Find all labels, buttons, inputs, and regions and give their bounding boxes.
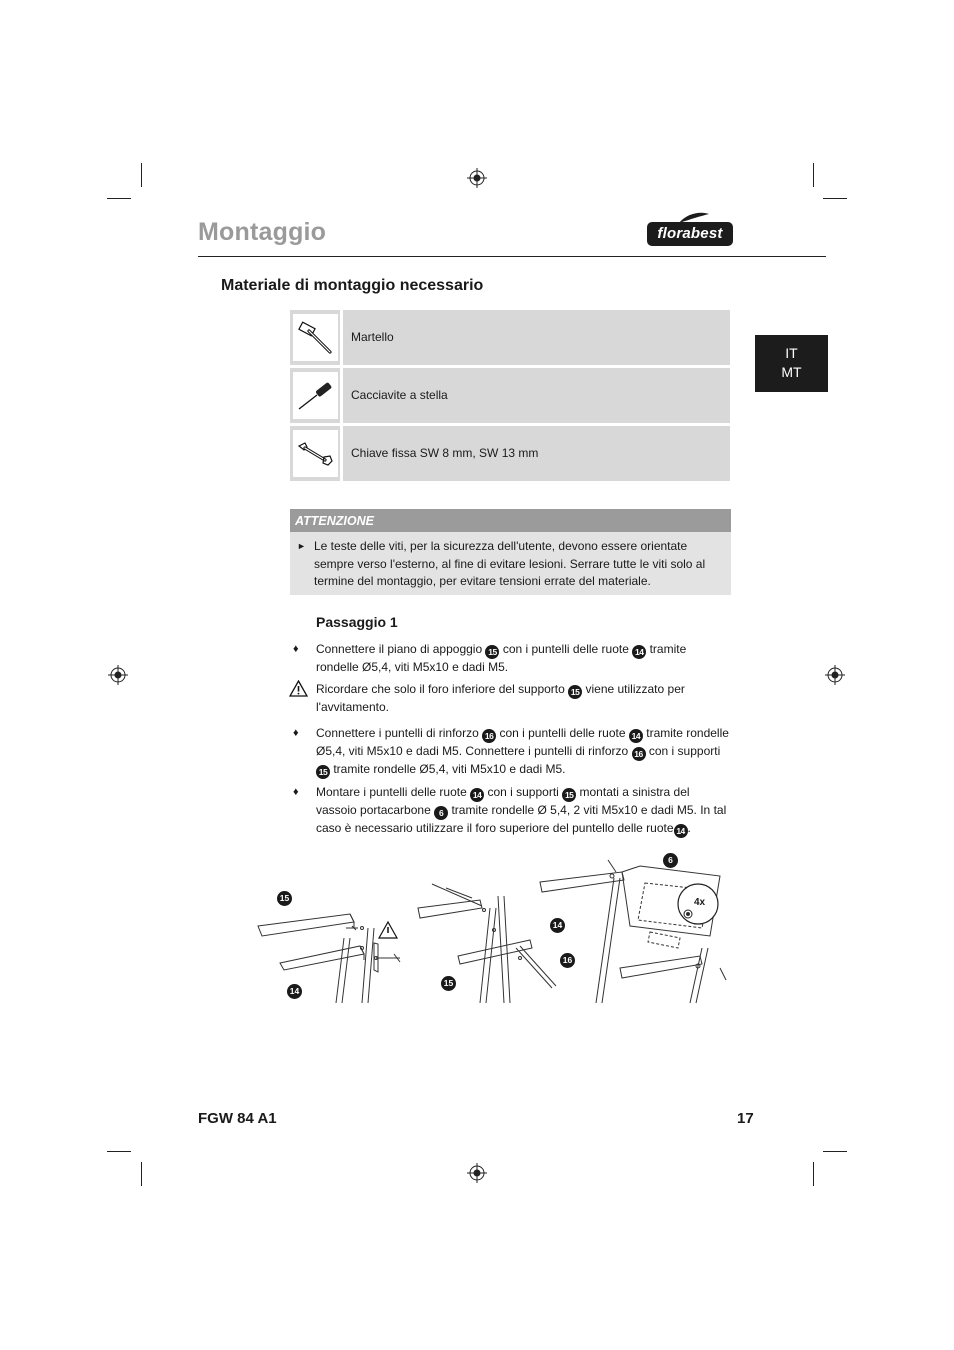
diamond-bullet-icon: ♦ bbox=[293, 727, 299, 739]
instruction-note: Ricordare che solo il foro inferiore del supporto 15 viene utilizzato per l'avvitamento. bbox=[316, 681, 730, 717]
tool-row bbox=[290, 368, 730, 423]
diamond-bullet-icon: ♦ bbox=[293, 643, 299, 655]
part-number-badge: 15 bbox=[562, 788, 576, 802]
diamond-bullet-icon: ♦ bbox=[293, 786, 299, 798]
wrench-icon bbox=[295, 436, 335, 472]
page-title: Montaggio bbox=[198, 218, 327, 246]
brand-logo bbox=[647, 214, 733, 248]
language-tab bbox=[755, 335, 828, 392]
warning-text: Le teste delle viti, per la sicurezza dell'utente, devono essere orientate sempre verso l'esterno, al fine di evitare lesioni. Serrare tutte le viti solo al termine del montaggio, per evitare tensioni errate del materiale. bbox=[314, 539, 706, 588]
screwdriver-icon bbox=[295, 378, 335, 414]
language-code: MT bbox=[781, 364, 802, 380]
tool-label: Cacciavite a stella bbox=[351, 388, 448, 402]
part-number-badge: 15 bbox=[568, 685, 582, 699]
step-heading: Passaggio 1 bbox=[316, 614, 398, 630]
crop-mark bbox=[107, 198, 131, 199]
part-number-badge: 14 bbox=[470, 788, 484, 802]
language-code: IT bbox=[785, 345, 798, 361]
part-number-badge: 6 bbox=[434, 806, 448, 820]
crop-mark bbox=[823, 1151, 847, 1152]
part-number-badge: 14 bbox=[629, 729, 643, 743]
arrow-bullet-icon: ► bbox=[297, 541, 306, 551]
figure-callout: 15 bbox=[441, 976, 456, 991]
part-number-badge: 16 bbox=[482, 729, 496, 743]
instruction-3: ♦ Montare i puntelli delle ruote 14 con i supporti 15 montati a sinistra del vassoio portacarbone 6 tramite rondelle Ø 5,4, 2 viti M5x10 e dadi M5. In tal caso è necessario utilizzare il foro superiore del puntello delle ruote 14 . bbox=[293, 785, 727, 836]
registration-mark-icon bbox=[467, 1163, 487, 1183]
tool-label: Martello bbox=[351, 330, 394, 344]
page-number: 17 bbox=[737, 1110, 754, 1127]
instruction-1: ♦ Connettere il piano di appoggio 15 con i puntelli delle ruote 14 tramite rondelle Ø5,4, viti M5x10 e dadi M5. bbox=[293, 642, 687, 674]
part-number-badge: 14 bbox=[674, 824, 688, 838]
figure-callout: 16 bbox=[560, 953, 575, 968]
tools-table bbox=[290, 310, 730, 484]
instruction-2: ♦ Connettere i puntelli di rinforzo 16 con i puntelli delle ruote 14 tramite rondelle Ø5,4, viti M5x10 e dadi M5. Connettere i puntelli di rinforzo 16 con i supporti 15 tramite rondelle Ø5,4, viti M5x10 e dadi M5. bbox=[293, 726, 729, 777]
crop-mark bbox=[813, 1162, 814, 1186]
part-number-badge: 15 bbox=[316, 765, 330, 779]
registration-mark-icon bbox=[825, 665, 845, 685]
model-number: FGW 84 A1 bbox=[198, 1110, 277, 1127]
figure-callout: 6 bbox=[663, 853, 678, 868]
hammer-icon bbox=[295, 320, 335, 356]
header-rule bbox=[198, 256, 826, 257]
figure-callout: 15 bbox=[277, 891, 292, 906]
registration-mark-icon bbox=[467, 168, 487, 188]
part-number-badge: 16 bbox=[632, 747, 646, 761]
tool-label: Chiave fissa SW 8 mm, SW 13 mm bbox=[351, 446, 539, 460]
warning-box bbox=[290, 509, 731, 595]
warning-triangle-icon bbox=[289, 680, 308, 697]
crop-mark bbox=[813, 163, 814, 187]
warning-heading: ATTENZIONE bbox=[290, 509, 731, 532]
tool-row bbox=[290, 310, 730, 365]
crop-mark bbox=[141, 1162, 142, 1186]
section-heading: Materiale di montaggio necessario bbox=[221, 277, 484, 294]
tool-row bbox=[290, 426, 730, 481]
assembly-illustration bbox=[250, 848, 732, 1006]
assembly-drawing bbox=[250, 848, 732, 1006]
part-number-badge: 14 bbox=[632, 645, 646, 659]
registration-mark-icon bbox=[108, 665, 128, 685]
figure-callout: 14 bbox=[550, 918, 565, 933]
crop-mark bbox=[141, 163, 142, 187]
quantity-label: 4x bbox=[694, 897, 706, 908]
brand-name: florabest bbox=[647, 222, 733, 246]
part-number-badge: 15 bbox=[485, 645, 499, 659]
crop-mark bbox=[107, 1151, 131, 1152]
figure-callout: 14 bbox=[287, 984, 302, 999]
crop-mark bbox=[823, 198, 847, 199]
